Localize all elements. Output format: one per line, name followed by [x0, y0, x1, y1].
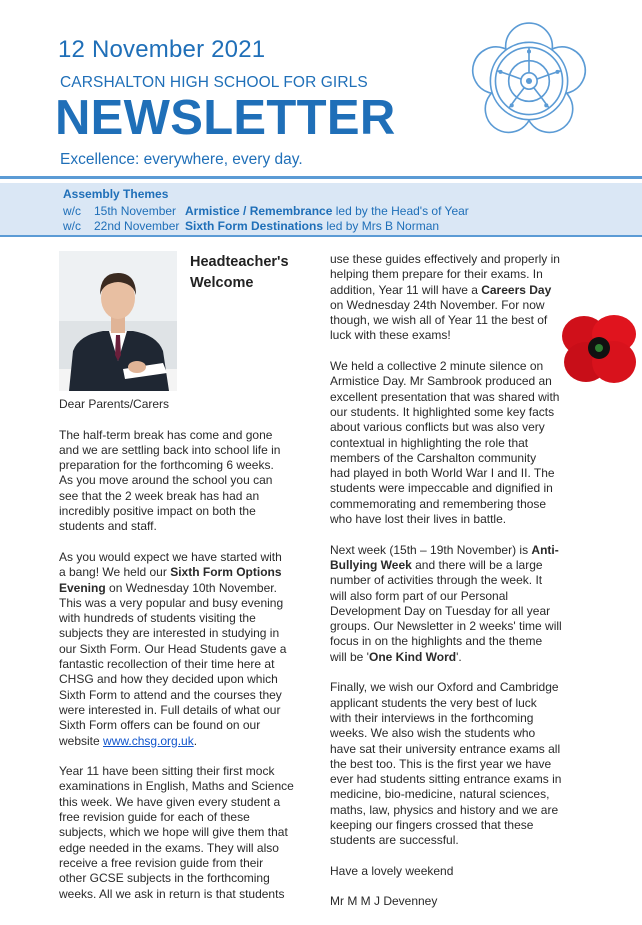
assembly-row: w/c 22nd November Sixth Form Destinations led by Mrs B Norman [63, 219, 440, 233]
salutation: Dear Parents/Carers [59, 397, 170, 411]
article-column-right [330, 252, 562, 925]
headteacher-photo [59, 251, 177, 391]
signature: Mr M M J Devenney [330, 894, 438, 909]
paragraph: Next week (15th – 19th November) is Anti- Bullying Week and there will be a large number of activities through the week. It will also form part of our Personal Development Day on Tuesday for all year groups. Our Newsletter in 2 weeks' time will focus in on the highlights and the theme will be 'One Kind Word'. [330, 542, 562, 664]
newsletter-date: 12 November 2021 [58, 36, 266, 63]
school-website-link[interactable]: www.chsg.org.uk [103, 733, 194, 748]
paragraph: As you would expect we have started with a bang! We held our Sixth Form Options Evening on Wednesday 10th November. This was a very popular and busy evening with hundreds of students visiting the subjects they are interested in studying in our Sixth Form. Our Head Students gave a fantastic recollection of their time here at CHSG and how they decided upon which Sixth Form to attend and the courses they were interested in. Full details of what our Sixth Form offers can be found on our website www.chsg.org.uk. [59, 549, 287, 748]
school-motto: Excellence: everywhere, every day. [60, 151, 303, 168]
tudor-rose-emblem-icon [468, 20, 590, 142]
assembly-row: w/c 15th November Armistice / Remembrance led by the Head's of Year [63, 204, 469, 218]
paragraph: Year 11 have been sitting their first mock examinations in English, Maths and Science this week. We have given every student a free revision guide for each of these subjects, which we hope will give them that edge needed in the exams. They will also receive a free revision guide from their other GCSE subjects in the forthcoming weeks. All we ask in return is that students [59, 764, 294, 901]
paragraph: Finally, we wish our Oxford and Cambridge applicant students the very best of luck with their interviews in the forthcoming weeks. We also wish the students who have sat their university entrance exams all the best too. This is the first year we have ever had students sitting entrance exams in medicine, bio-medicine, natural sciences, maths, law, physics and history and we are keeping our fingers crossed that these students are successful. [330, 680, 562, 848]
masthead-title: NEWSLETTER [55, 91, 396, 145]
poppy-icon [560, 308, 640, 388]
article-column-left [59, 397, 294, 917]
closing: Have a lovely weekend [330, 863, 454, 878]
assembly-themes-band [0, 183, 642, 235]
school-name: CARSHALTON HIGH SCHOOL FOR GIRLS [60, 74, 368, 91]
assembly-heading: Assembly Themes [63, 187, 169, 201]
article-title: Headteacher's Welcome [190, 254, 289, 291]
paragraph: We held a collective 2 minute silence on Armistice Day. Mr Sambrook produced an excellent presentation that was shared with our students. It highlighted some key facts about various conflicts but was also very contextual in highlighting the role that members of the Carshalton community had played in both World War I and II. The students were impeccable and dignified in commemorating and remembering those who have lost their lives in battle. [330, 359, 560, 527]
header-rule [0, 176, 642, 179]
band-rule [0, 235, 642, 237]
paragraph: The half-term break has come and gone and we are settling back into school life in preparation for the forthcoming 6 weeks. As you move around the school you can see that the 2 week break has had an incredibly positive impact on both the students and staff. [59, 427, 281, 534]
paragraph: use these guides effectively and properly in helping them prepare for their exams. In addition, Year 11 will have a Careers Day on Wednesday 24th November. For now though, we wish all of Year 11 the best of luck with these exams! [330, 252, 560, 343]
